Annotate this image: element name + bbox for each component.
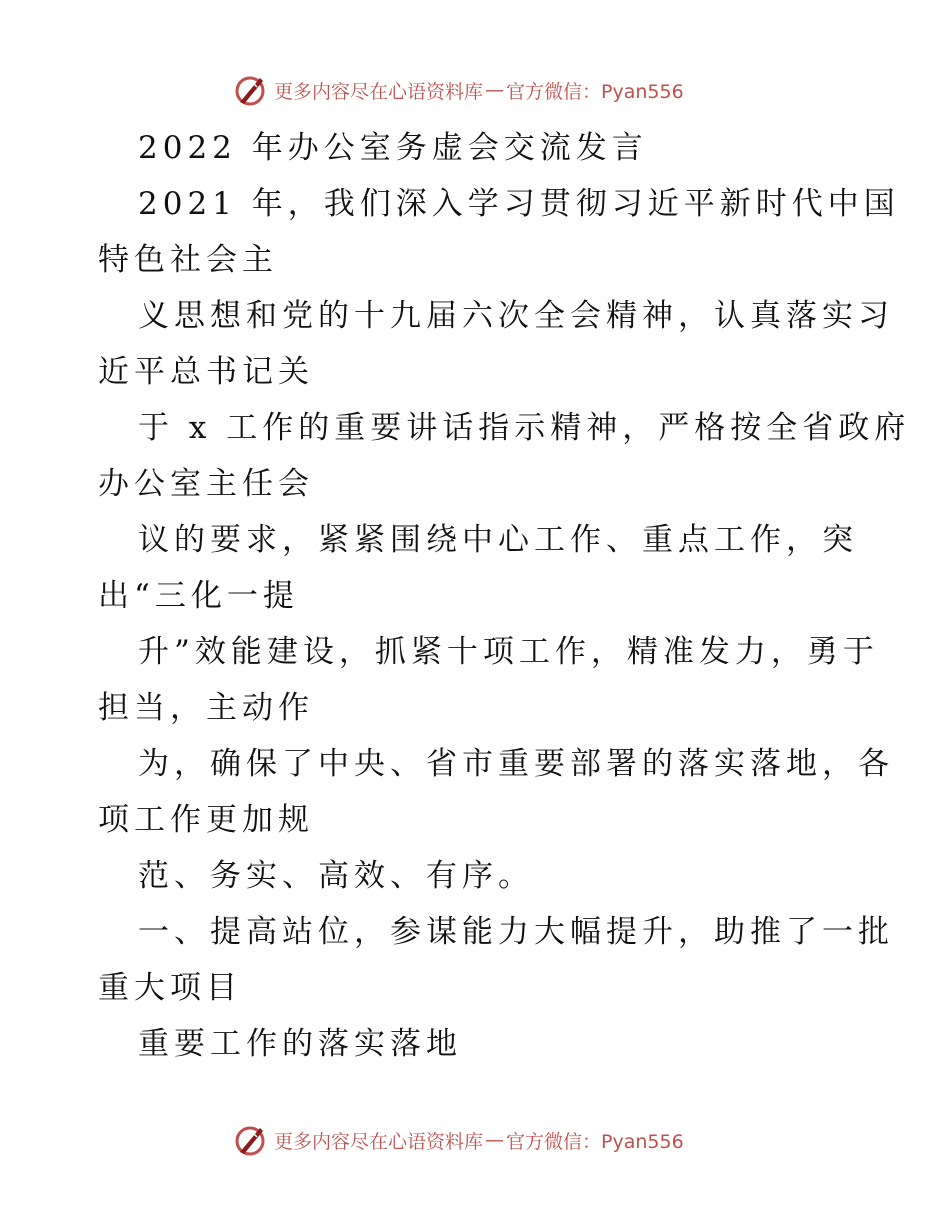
paragraph-line: 于 x 工作的重要讲话指示精神，严格按全省政府 xyxy=(138,410,911,446)
watermark-separator: — xyxy=(485,1129,505,1151)
paragraph-line: 义思想和党的十九届六次全会精神，认真落实习 xyxy=(138,298,894,334)
watermark-footer xyxy=(230,1120,684,1160)
section-heading: 一、提高站位，参谋能力大幅提升，助推了一批 xyxy=(138,914,894,950)
paragraph-line: 担当，主动作 xyxy=(98,690,314,726)
paragraph-line: 办公室主任会 xyxy=(98,466,314,502)
paragraph-line: 2021 年，我们深入学习贯彻习近平新时代中国 xyxy=(138,186,900,222)
paragraph-line: 议的要求，紧紧围绕中心工作、重点工作，突 xyxy=(138,522,858,558)
paragraph-line: 特色社会主 xyxy=(98,242,278,278)
paragraph-line: 重大项目 xyxy=(98,970,242,1006)
paragraph-line: 出“三化一提 xyxy=(98,578,299,614)
paragraph-line: 近平总书记关 xyxy=(98,354,314,390)
watermark-header xyxy=(230,70,684,110)
quill-seal-icon xyxy=(230,70,270,110)
document-title: 2022 年办公室务虚会交流发言 xyxy=(138,130,648,166)
quill-seal-icon xyxy=(230,1120,270,1160)
paragraph-line: 范、务实、高效、有序。 xyxy=(138,858,534,894)
watermark-separator: — xyxy=(485,79,505,101)
document-body xyxy=(98,120,911,1072)
watermark-text: 更多内容尽在心语资料库 xyxy=(274,1130,484,1153)
watermark-text: 更多内容尽在心语资料库 xyxy=(274,80,484,103)
watermark-account: 官方微信：Pyan556 xyxy=(506,1130,684,1153)
watermark-account: 官方微信：Pyan556 xyxy=(506,80,684,103)
paragraph-line: 为，确保了中央、省市重要部署的落实落地，各 xyxy=(138,746,894,782)
paragraph-line: 项工作更加规 xyxy=(98,802,314,838)
paragraph-line: 重要工作的落实落地 xyxy=(138,1026,462,1062)
paragraph-line: 升”效能建设，抓紧十项工作，精准发力，勇于 xyxy=(138,634,879,670)
